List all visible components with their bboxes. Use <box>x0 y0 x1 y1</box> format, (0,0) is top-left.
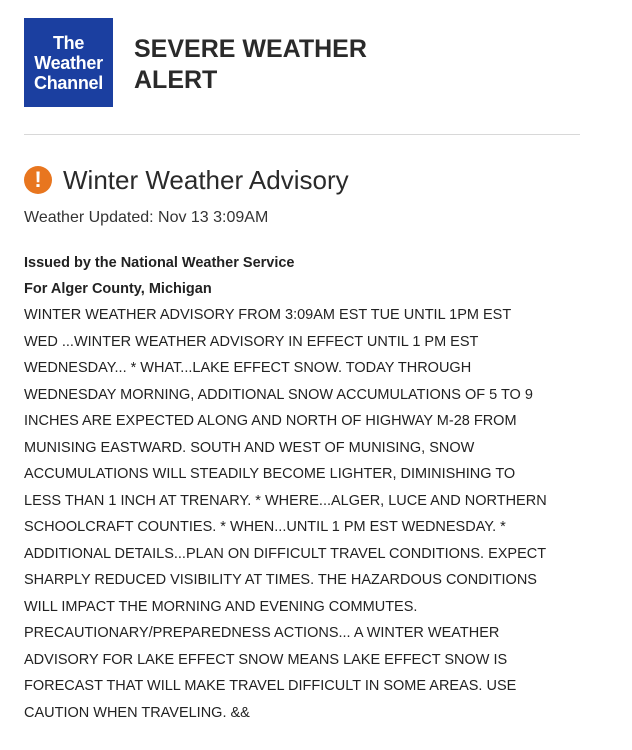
weather-channel-logo <box>24 18 113 107</box>
body-line: FORECAST THAT WILL MAKE TRAVEL DIFFICULT IN SOME AREAS. USE <box>24 678 517 694</box>
logo-line-1: The <box>52 32 85 53</box>
page-title: SEVERE WEATHER ALERT <box>134 35 367 94</box>
body-line: PRECAUTIONARY/PREPAREDNESS ACTIONS... A WINTER WEATHER <box>24 625 500 641</box>
body-line: MUNISING EASTWARD. SOUTH AND WEST OF MUNISING, SNOW <box>24 439 475 456</box>
advisory-heading <box>24 164 349 196</box>
body-line: INCHES ARE EXPECTED ALONG AND NORTH OF HIGHWAY M-28 FROM <box>24 413 517 429</box>
body-line: SCHOOLCRAFT COUNTIES. * WHEN...UNTIL 1 PM EST WEDNESDAY. * <box>24 519 506 535</box>
issued-by: Issued by the National Weather Service <box>24 255 295 271</box>
logo-line-2: Weather <box>34 52 103 73</box>
body-line: WED ...WINTER WEATHER ADVISORY IN EFFECT UNTIL 1 PM EST <box>24 333 479 350</box>
body-line: ADVISORY FOR LAKE EFFECT SNOW MEANS LAKE EFFECT SNOW IS <box>24 651 508 668</box>
body-line: CAUTION WHEN TRAVELING. && <box>24 704 250 721</box>
body-line: WINTER WEATHER ADVISORY FROM 3:09AM EST TUE UNTIL 1PM EST <box>24 307 512 323</box>
header-divider <box>24 134 580 135</box>
county-label: For Alger County, Michigan <box>24 281 212 297</box>
logo-line-3: Channel <box>34 72 103 93</box>
exclamation-circle-icon: ! <box>24 166 52 194</box>
body-line: SHARPLY REDUCED VISIBILITY AT TIMES. THE HAZARDOUS CONDITIONS <box>24 572 537 588</box>
body-line: ACCUMULATIONS WILL STEADILY BECOME LIGHTER, DIMINISHING TO <box>24 466 516 482</box>
body-line: WILL IMPACT THE MORNING AND EVENING COMMUTES. <box>24 598 418 615</box>
updated-timestamp: Weather Updated: Nov 13 3:09AM <box>24 209 269 226</box>
body-line: WEDNESDAY... * WHAT...LAKE EFFECT SNOW. TODAY THROUGH <box>24 360 472 376</box>
body-line: ADDITIONAL DETAILS...PLAN ON DIFFICULT TRAVEL CONDITIONS. EXPECT <box>24 545 547 562</box>
body-line: WEDNESDAY MORNING, ADDITIONAL SNOW ACCUMULATIONS OF 5 TO 9 <box>24 386 533 403</box>
body-line: LESS THAN 1 INCH AT TRENARY. * WHERE...ALGER, LUCE AND NORTHERN <box>24 492 547 509</box>
advisory-body <box>24 302 599 726</box>
alert-header <box>24 18 580 118</box>
advisory-title: Winter Weather Advisory <box>63 164 349 195</box>
